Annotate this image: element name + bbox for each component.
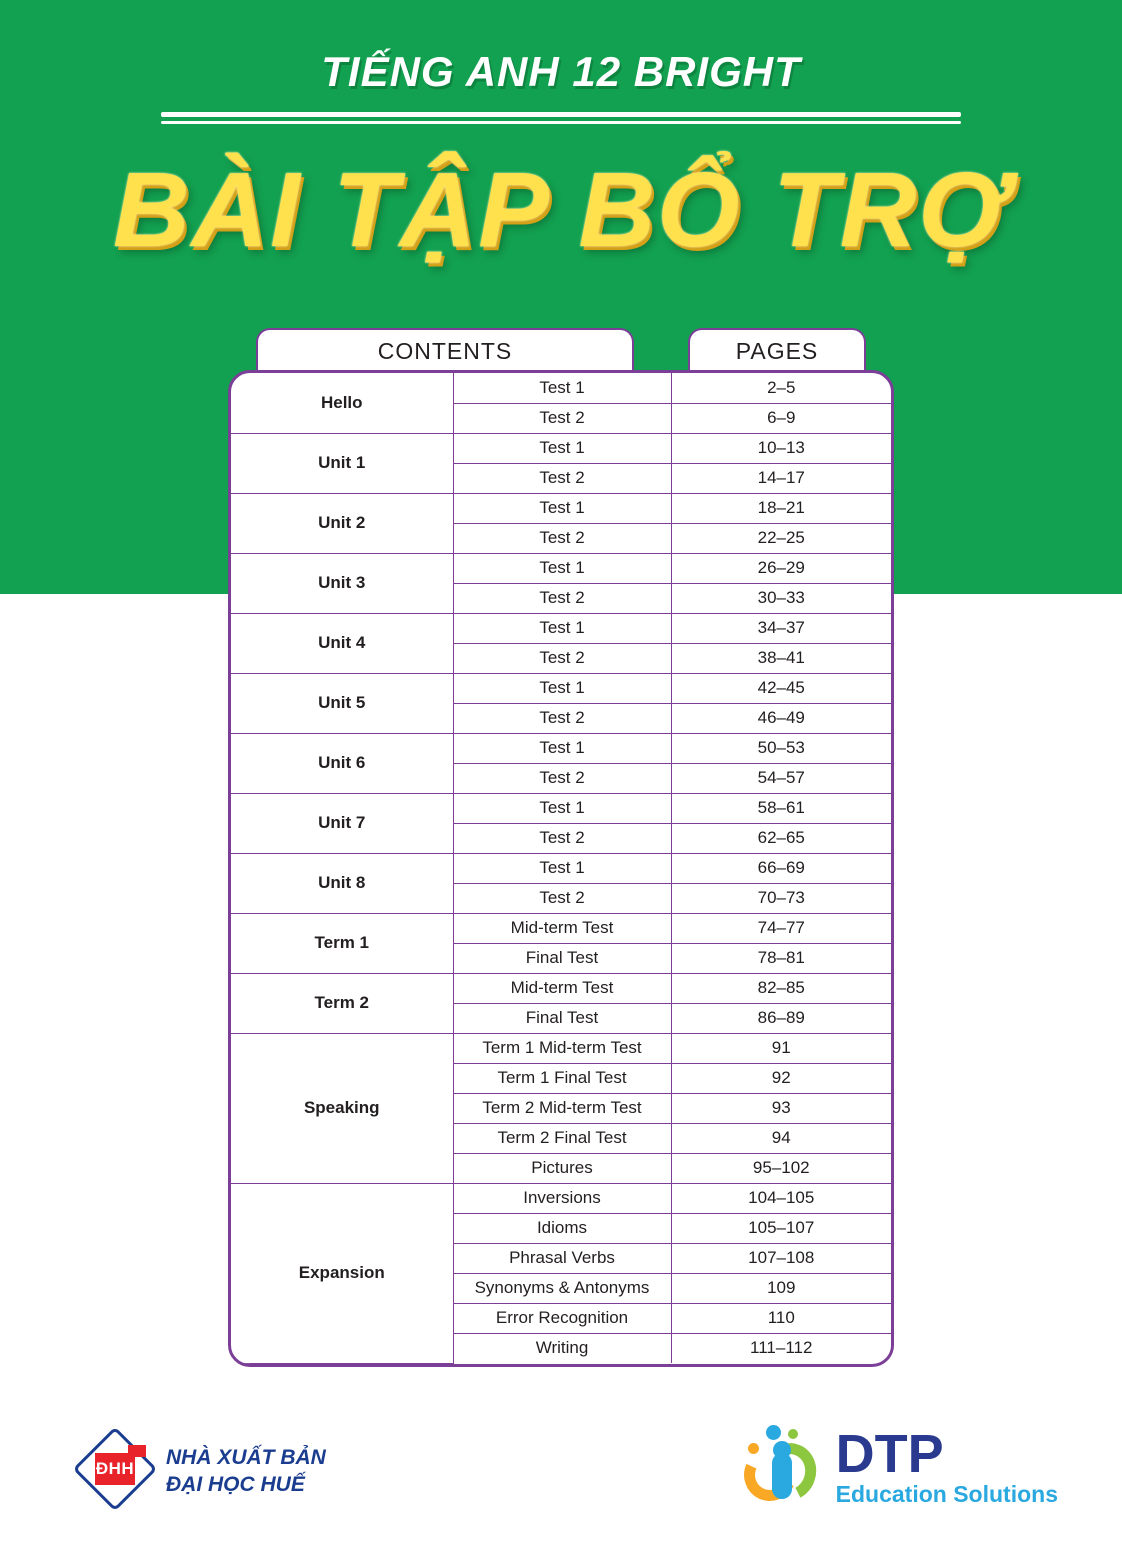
table-cell-test: Inversions — [453, 1183, 671, 1213]
table-cell-test: Test 1 — [453, 613, 671, 643]
table-row — [231, 613, 891, 643]
table-row — [231, 433, 891, 463]
table-cell-unit: Unit 4 — [231, 613, 453, 673]
table-row — [231, 973, 891, 1003]
table-cell-pages: 94 — [671, 1123, 891, 1153]
table-cell-pages: 2–5 — [671, 373, 891, 403]
figure-body-icon — [772, 1453, 792, 1499]
table-row — [231, 853, 891, 883]
publisher-logo — [78, 1425, 326, 1517]
table-cell-test: Pictures — [453, 1153, 671, 1183]
column-header-pages: PAGES — [688, 328, 866, 372]
table-row — [231, 673, 891, 703]
table-cell-test: Test 2 — [453, 703, 671, 733]
table-cell-test: Test 1 — [453, 853, 671, 883]
table-row — [231, 1183, 891, 1213]
table-cell-pages: 95–102 — [671, 1153, 891, 1183]
table-cell-pages: 91 — [671, 1033, 891, 1063]
table-cell-unit: Unit 1 — [231, 433, 453, 493]
table-cell-test: Error Recognition — [453, 1303, 671, 1333]
publisher-line-1: NHÀ XUẤT BẢN — [166, 1446, 326, 1469]
table-cell-test: Test 1 — [453, 493, 671, 523]
table-cell-unit: Unit 5 — [231, 673, 453, 733]
footer — [0, 1415, 1122, 1565]
table-cell-pages: 109 — [671, 1273, 891, 1303]
table-row — [231, 493, 891, 523]
table-cell-pages: 82–85 — [671, 973, 891, 1003]
table-row — [231, 913, 891, 943]
table-cell-test: Test 2 — [453, 643, 671, 673]
table-cell-unit: Unit 7 — [231, 793, 453, 853]
table-cell-pages: 86–89 — [671, 1003, 891, 1033]
table-cell-pages: 50–53 — [671, 733, 891, 763]
table-cell-pages: 10–13 — [671, 433, 891, 463]
table-cell-pages: 34–37 — [671, 613, 891, 643]
table-cell-test: Test 1 — [453, 433, 671, 463]
table-cell-test: Test 2 — [453, 523, 671, 553]
table-cell-unit: Unit 6 — [231, 733, 453, 793]
table-cell-test: Term 2 Mid-term Test — [453, 1093, 671, 1123]
table-cell-unit: Unit 8 — [231, 853, 453, 913]
table-cell-pages: 105–107 — [671, 1213, 891, 1243]
table-cell-pages: 62–65 — [671, 823, 891, 853]
table-cell-test: Term 1 Final Test — [453, 1063, 671, 1093]
table-cell-pages: 22–25 — [671, 523, 891, 553]
table-cell-unit: Term 1 — [231, 913, 453, 973]
table-cell-pages: 107–108 — [671, 1243, 891, 1273]
dtp-wordmark — [835, 1423, 1058, 1507]
title-divider — [161, 112, 961, 124]
table-cell-test: Writing — [453, 1333, 671, 1363]
table-cell-pages: 66–69 — [671, 853, 891, 883]
table-row — [231, 1033, 891, 1063]
contents-table — [228, 370, 894, 1367]
table-cell-test: Test 1 — [453, 673, 671, 703]
dtp-logo — [740, 1423, 1058, 1509]
divider-line-top — [161, 112, 961, 117]
table-cell-pages: 92 — [671, 1063, 891, 1093]
table-header-tabs — [256, 328, 866, 372]
table-cell-pages: 14–17 — [671, 463, 891, 493]
table-cell-unit: Expansion — [231, 1183, 453, 1363]
table-cell-pages: 18–21 — [671, 493, 891, 523]
table-cell-pages: 38–41 — [671, 643, 891, 673]
table-cell-test: Test 1 — [453, 373, 671, 403]
table-row — [231, 793, 891, 823]
publisher-name — [166, 1444, 326, 1498]
table-cell-pages: 74–77 — [671, 913, 891, 943]
table-cell-test: Test 1 — [453, 553, 671, 583]
table-cell-test: Test 2 — [453, 883, 671, 913]
table-cell-test: Term 2 Final Test — [453, 1123, 671, 1153]
publisher-line-2: ĐẠI HỌC HUẾ — [166, 1473, 305, 1496]
table-cell-test: Test 2 — [453, 763, 671, 793]
table-cell-pages: 58–61 — [671, 793, 891, 823]
table-cell-pages: 104–105 — [671, 1183, 891, 1213]
table-cell-test: Test 1 — [453, 733, 671, 763]
table-cell-test: Final Test — [453, 943, 671, 973]
table-cell-pages: 54–57 — [671, 763, 891, 793]
table-cell-test: Phrasal Verbs — [453, 1243, 671, 1273]
hue-university-press-icon — [78, 1425, 152, 1517]
table-cell-pages: 30–33 — [671, 583, 891, 613]
table-cell-pages: 93 — [671, 1093, 891, 1123]
table-cell-test: Test 2 — [453, 823, 671, 853]
dtp-swoosh-icon — [740, 1423, 826, 1509]
dtp-sub-text: Education Solutions — [835, 1480, 1058, 1507]
table-cell-test: Final Test — [453, 1003, 671, 1033]
table-cell-pages: 70–73 — [671, 883, 891, 913]
dtp-main-text: DTP — [835, 1423, 944, 1484]
table-cell-test: Test 2 — [453, 403, 671, 433]
table-row — [231, 553, 891, 583]
table-cell-test: Test 1 — [453, 793, 671, 823]
series-title: TIẾNG ANH 12 BRIGHT — [321, 48, 801, 95]
table-row — [231, 373, 891, 403]
table-cell-unit: Speaking — [231, 1033, 453, 1183]
table-row — [231, 733, 891, 763]
dot-green-icon — [788, 1429, 798, 1439]
table-cell-test: Test 2 — [453, 583, 671, 613]
table-cell-unit: Term 2 — [231, 973, 453, 1033]
table-cell-unit: Unit 2 — [231, 493, 453, 553]
table-cell-test: Test 2 — [453, 463, 671, 493]
dot-blue-icon — [766, 1425, 781, 1440]
table-cell-pages: 26–29 — [671, 553, 891, 583]
table-cell-test: Idioms — [453, 1213, 671, 1243]
table-cell-pages: 111–112 — [671, 1333, 891, 1363]
table-cell-pages: 110 — [671, 1303, 891, 1333]
table-cell-pages: 6–9 — [671, 403, 891, 433]
table-cell-unit: Hello — [231, 373, 453, 433]
table-cell-test: Term 1 Mid-term Test — [453, 1033, 671, 1063]
table-cell-pages: 78–81 — [671, 943, 891, 973]
figure-head-icon — [773, 1441, 791, 1459]
table-cell-test: Synonyms & Antonyms — [453, 1273, 671, 1303]
page-title: BÀI TẬP BỔ TRỢ — [112, 151, 1010, 269]
table-cell-test: Mid-term Test — [453, 913, 671, 943]
table-cell-test: Mid-term Test — [453, 973, 671, 1003]
column-header-contents: CONTENTS — [256, 328, 634, 372]
publisher-mark-text: ĐHH — [95, 1453, 135, 1485]
table-cell-unit: Unit 3 — [231, 553, 453, 613]
divider-line-bottom — [161, 121, 961, 124]
table-cell-pages: 42–45 — [671, 673, 891, 703]
table-cell-pages: 46–49 — [671, 703, 891, 733]
